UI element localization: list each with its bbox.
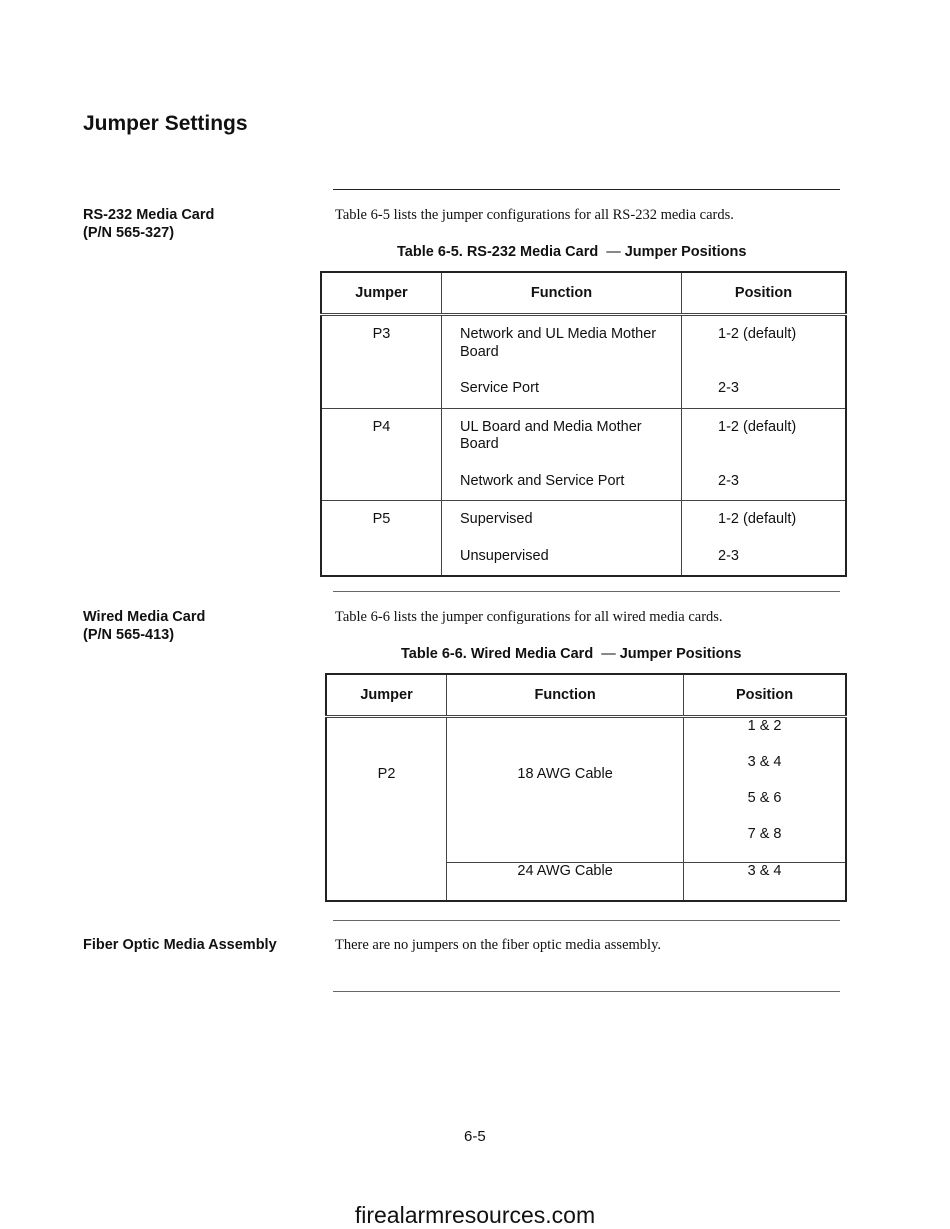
rs232-intro: Table 6-5 lists the jumper configurations for all RS-232 media cards. [335,207,734,223]
caption-dash: — [601,646,616,662]
rs232-heading-name: RS-232 Media Card [83,207,215,223]
table-6-6 [325,673,847,902]
page-number: 6-5 [464,1128,486,1145]
table-6-5-caption [397,244,746,260]
rs232-heading [83,206,214,242]
position-entry: 1-2 (default) [718,326,797,342]
position-entry: 2-3 [718,380,739,396]
function-entry: Network and UL Media Mother Board [460,326,657,360]
header-position: Position [682,272,846,315]
position-entry: 2-3 [718,472,739,489]
function-cell: 18 AWG Cable [447,717,684,863]
section-divider [333,189,840,190]
rs232-heading-pn: (P/N 565-327) [83,225,175,241]
header-jumper: Jumper [321,272,442,315]
jumper-cell: P2 [326,717,447,902]
footer-watermark: firealarmresources.com [354,1202,596,1228]
position-cell: 3 & 4 [747,754,782,770]
section-divider [333,920,840,921]
function-entry: Supervised [460,511,533,527]
function-entry: Service Port [460,380,539,396]
table-6-5 [320,271,847,577]
position-cell [682,315,846,409]
header-function: Function [442,272,682,315]
function-cell [442,315,682,409]
jumper-cell: P3 [321,315,442,409]
function-cell [442,501,682,577]
fiber-heading: Fiber Optic Media Assembly [83,937,277,953]
position-cell [682,408,846,501]
header-function: Function [447,674,684,717]
table-row [321,408,846,501]
header-position: Position [684,674,846,717]
function-entry: Network and Service Port [460,472,625,489]
caption-prefix: Table 6-6. Wired Media Card [401,646,594,662]
caption-suffix: Jumper Positions [624,244,747,260]
section-divider [333,591,840,592]
position-cell [682,501,846,577]
position-entry: 1-2 (default) [718,511,797,527]
wired-intro: Table 6-6 lists the jumper configurations for all wired media cards. [335,609,723,625]
position-cell: 5 & 6 [747,790,782,806]
jumper-cell: P5 [321,501,442,577]
section-divider [333,991,840,992]
position-cell: 3 & 4 [747,863,782,879]
wired-heading [83,608,205,644]
position-entry: 2-3 [718,547,739,564]
caption-dash: — [606,244,621,260]
function-entry: Unsupervised [460,547,549,564]
table-6-6-caption [401,646,741,662]
fiber-text: There are no jumpers on the fiber optic media assembly. [335,937,662,953]
position-entry: 1-2 (default) [718,418,797,435]
caption-suffix: Jumper Positions [619,646,742,662]
table-row [326,717,846,755]
position-cell: 7 & 8 [684,826,846,863]
table-row [321,501,846,577]
table-header-row [326,674,846,717]
page-title: Jumper Settings [83,112,248,135]
jumper-cell: P4 [321,408,442,501]
function-entry: UL Board and Media Mother Board [460,418,642,452]
table-header-row [321,272,846,315]
wired-heading-pn: (P/N 565-413) [83,627,175,643]
function-cell [442,408,682,501]
table-row [321,315,846,409]
wired-heading-name: Wired Media Card [83,609,206,625]
function-cell: 24 AWG Cable [447,863,684,902]
caption-prefix: Table 6-5. RS-232 Media Card [397,244,599,260]
position-cell: 1 & 2 [747,718,782,734]
header-jumper: Jumper [326,674,447,717]
